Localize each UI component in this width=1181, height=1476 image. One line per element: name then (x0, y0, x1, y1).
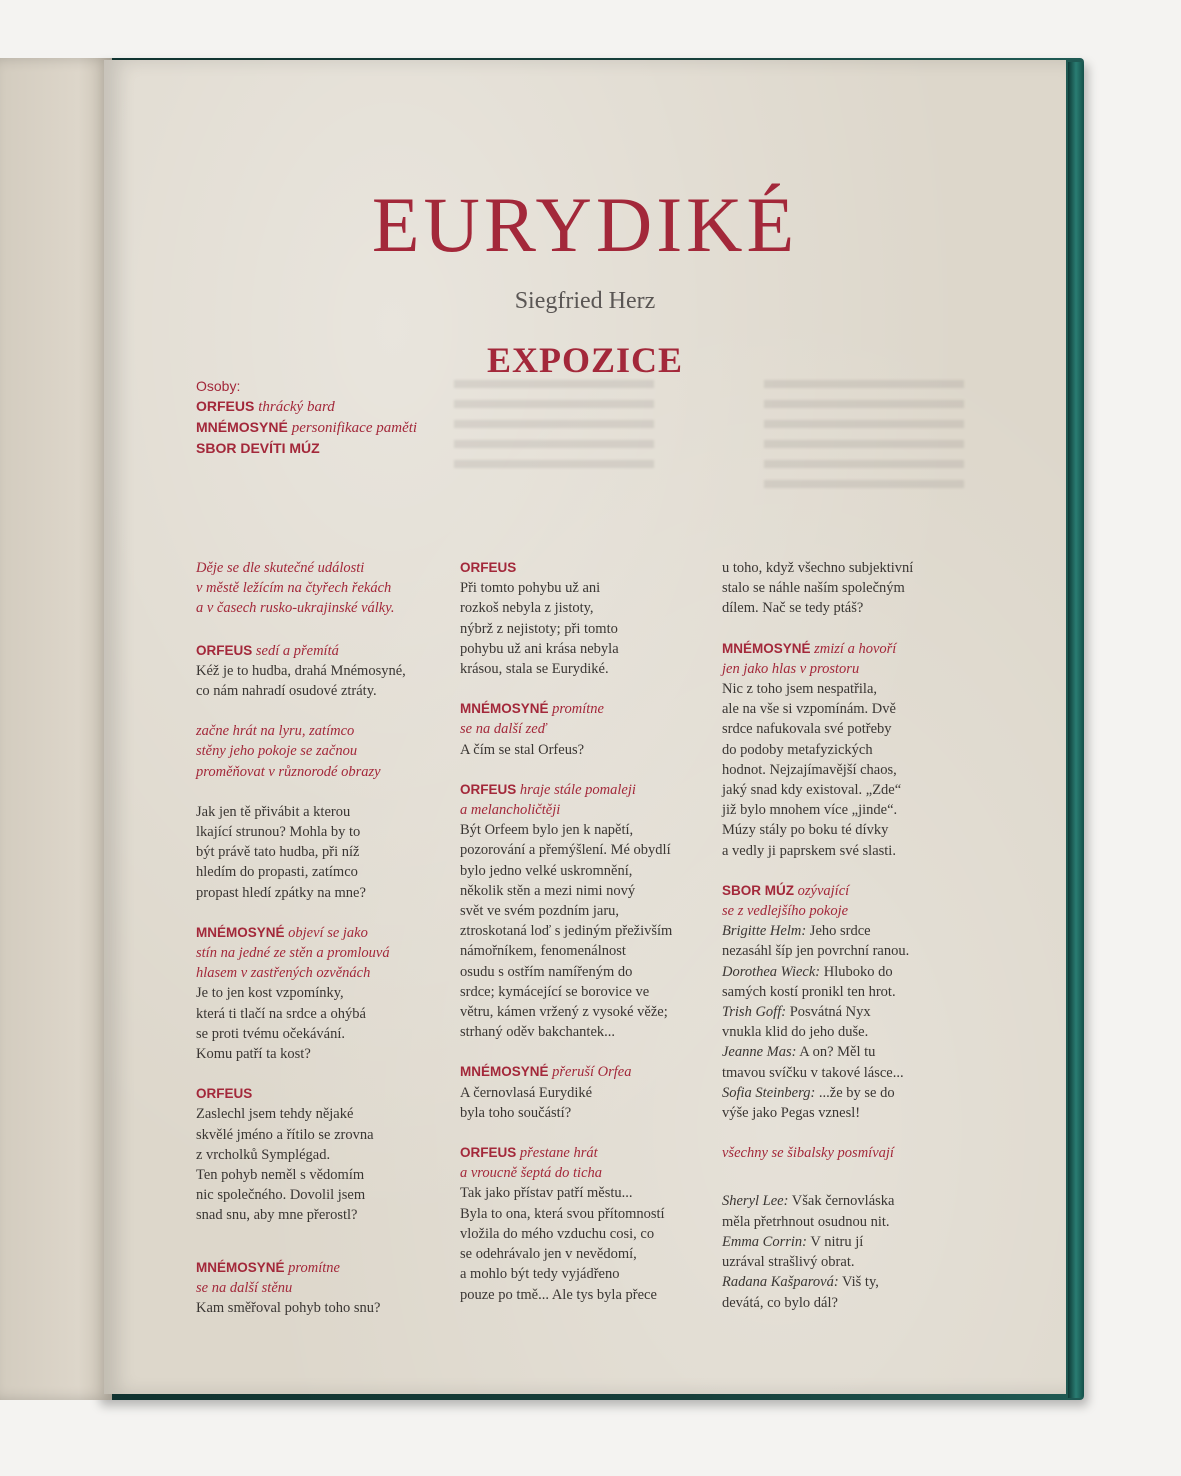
dialogue-block: SBOR MÚZ ozývající se z vedlejšího pokoje Brigitte Helm: Jeho srdce nezasáhl šíp jen povrchní ranou. Dorothea Wieck: Hluboko do samých kostí pronikl ten hrot. Trish Goff: Posvátná Nyx vnukla klid do jeho duše. Jeanne Mas: A on? Měl tu tmavou svíčku v takové lásce... Sofia Steinberg: ...že by se do výše jako Pegas vznesl! (722, 882, 910, 1122)
show-through-text (764, 380, 964, 500)
author-name: Siegfried Herz (514, 288, 656, 314)
page-title: EURYDIKÉ (371, 181, 799, 268)
dialogue-block: MNÉMOSYNÉ zmizí a hovoří jen jako hlas v prostoru Nic z toho jsem nespatřila, ale na vše si vzpomínám. Dvě srdce nafukovala své potřeby do podoby metafyzických hodnot. Nejzajímavější chaos, jaký snad kdy existoval. „Zde“ již bylo mnohem více „jinde“. Múzy stály po boku té dívky a vedly ji paprskem své slasti. (722, 640, 902, 859)
text-column-2 (460, 558, 700, 1323)
text-column-3 (722, 558, 962, 1331)
stage-direction: všechny se šibalsky posmívají (722, 1145, 894, 1162)
cast-label: Osoby: (196, 378, 241, 394)
section-title: EXPOZICE (486, 340, 684, 380)
dialogue-block: MNÉMOSYNÉ promítne se na další stěnu Kam směřoval pohyb toho snu? (196, 1259, 381, 1317)
dialogue-block: ORFEUS sedí a přemítá Kéž je to hudba, drahá Mnémosyné, co nám nahradí osudové ztráty. (196, 642, 406, 700)
dialogue-text: u toho, když všechno subjektivní stalo se náhle naším společným dílem. Nač se tedy ptáš? (722, 560, 914, 617)
dialogue-block: MNÉMOSYNÉ přeruší Orfea A černovlasá Eurydiké byla toho součástí? (460, 1064, 632, 1121)
dialogue-text: Jak jen tě přivábit a kterou lkající strunou? Mohla by to být právě tato hudba, při níž hledím do propasti, zatímco propast hledí zpátky na mne? (196, 803, 366, 901)
book-cover-edge (1068, 62, 1084, 1398)
book-page (104, 60, 1066, 1394)
dialogue-block: Sheryl Lee: Však černovláska měla přetrhnout osudnou nit. Emma Corrin: V nitru jí uzrával strašlivý obrat. Radana Kašparová: Viš ty, devátá, co bylo dál? (722, 1193, 895, 1311)
dialogue-block: MNÉMOSYNÉ objeví se jako stín na jedné ze stěn a promlouvá hlasem v zastřených ozvěnách Je to jen kost vzpomínky, která ti tlačí na srdce a ohýbá se proti tvému očekávání. Komu patří ta kost? (196, 924, 390, 1063)
dialogue-block: ORFEUS Při tomto pohybu už ani rozkoš nebyla z jistoty, nýbrž z nejistoty; při tomto pohybu už ani krása nebyla krásou, stala se Eurydiké. (460, 560, 619, 678)
stage-direction: začne hrát na lyru, zatímco stěny jeho pokoje se začnou proměňovat v různorodé obrazy (196, 723, 381, 780)
dialogue-block: ORFEUS přestane hrát a vroucně šeptá do ticha Tak jako přístav patří městu... Byla to ona, která svou přítomností vložila do mého vzduchu cosi, co se odehrávalo jen v nevědomí, a mohlo být tedy vyjádřeno pouze po tmě... Ale tys byla přece (460, 1145, 665, 1303)
cast-entry: ORFEUS thrácký bard (196, 398, 335, 415)
stage-direction: Děje se dle skutečné události v městě ležícím na čtyřech řekách a v časech rusko-ukrajinské války. (196, 560, 395, 617)
show-through-text (454, 380, 654, 480)
dialogue-block: MNÉMOSYNÉ promítne se na další zeď A čím se stal Orfeus? (460, 701, 604, 758)
cast-list (196, 376, 456, 458)
text-column-1 (196, 558, 436, 1336)
left-page (0, 58, 112, 1400)
dialogue-block: ORFEUS Zaslechl jsem tehdy nějaké skvělé jméno a řítilo se zrovna z vrcholků Symplégad. Ten pohyb neměl s vědomím nic společného. Dovolil jsem snad snu, aby mne přerostl? (196, 1086, 374, 1224)
dialogue-block: ORFEUS hraje stále pomaleji a melancholičtěji Být Orfeem bylo jen k napětí, pozorování a přemýšlení. Mé obydlí bylo jedno velké uskromnění, několik stěn a mezi nimi nový svět ve svém pozdním jaru, ztroskotaná loď s jediným přeživším námořníkem, fenomenálnost osudu s ostřím namířeným do srdce; kymácející se borovice ve větru, kámen vržený z vysoké věže; strhaný oděv bakchantek... (460, 781, 673, 1041)
cast-entry: MNÉMOSYNÉ personifikace paměti (196, 419, 418, 436)
cast-entry: SBOR DEVÍTI MÚZ (196, 440, 320, 456)
